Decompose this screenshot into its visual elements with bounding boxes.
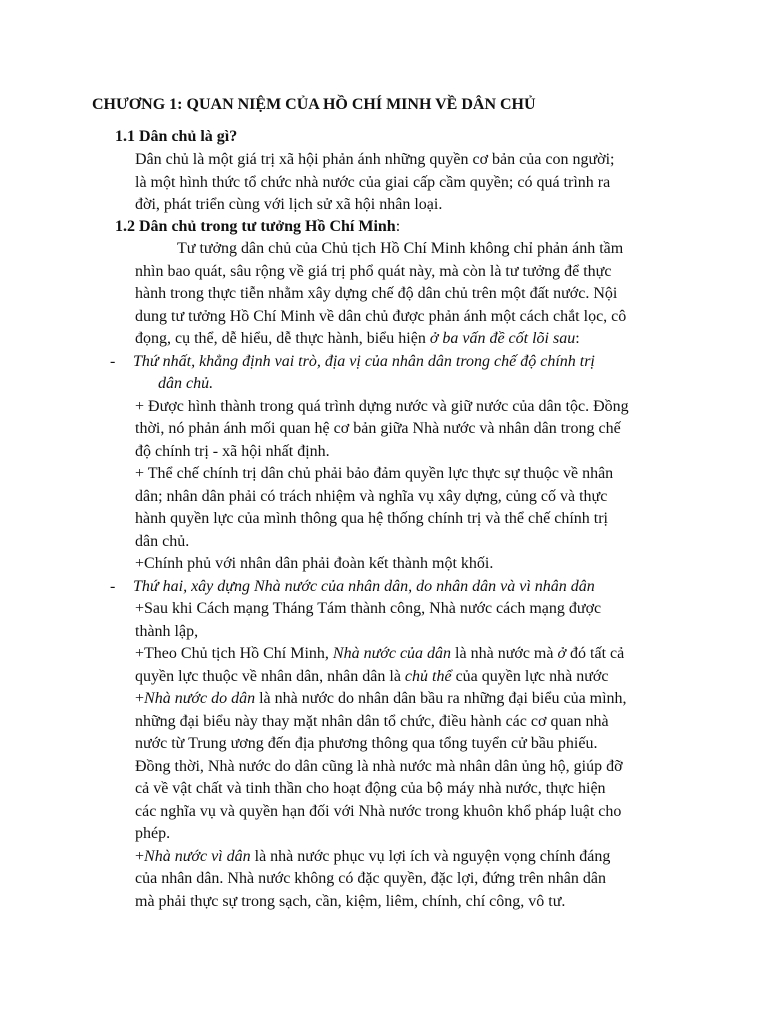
text-normal: của quyền lực nhà nước	[451, 667, 609, 685]
text-normal: là nhà nước do nhân dân bầu ra những đại biểu của mình,	[255, 690, 627, 707]
point-2	[110, 576, 695, 599]
text-line: các nghĩa vụ và quyền hạn đối với Nhà nước trong khuôn khổ pháp luật cho	[135, 802, 622, 820]
text-normal: +	[135, 847, 145, 865]
text-normal: :	[575, 330, 580, 347]
text-italic: Nhà nước do dân	[144, 690, 256, 707]
text-italic: Nhà nước vì dân	[144, 847, 251, 865]
dash-bullet: -	[110, 352, 116, 370]
text-normal: quyền lực thuộc về nhân dân, nhân dân là	[135, 667, 405, 685]
text-line	[135, 666, 695, 689]
text-line: mà phải thực sự trong sạch, cần, kiệm, liêm, chính, chí công, vô tư.	[135, 892, 566, 910]
text-line: hành quyền lực của mình thông qua hệ thống chính trị và thể chế chính trị	[135, 510, 608, 527]
text-line: cả về vật chất và tinh thần cho hoạt động của bộ máy nhà nước, thực hiện	[135, 780, 606, 797]
section-1-2-heading	[115, 216, 400, 239]
section-1-1-body	[135, 149, 695, 217]
text-line: độ chính trị - xã hội nhất định.	[135, 442, 330, 460]
text-line: nước từ Trung ương đến địa phương thông qua tổng tuyển cử bầu phiếu.	[135, 735, 598, 752]
point-1	[110, 351, 695, 374]
text-normal: +	[135, 690, 145, 707]
text-normal: đọng, cụ thể, dễ hiểu, dễ thực hành, biểu hiện	[135, 330, 430, 347]
text-line: nhìn bao quát, sâu rộng về giá trị phổ quát này, mà còn là tư tưởng để thực	[135, 262, 612, 280]
text-line: dân; nhân dân phải có trách nhiệm và nghĩa vụ xây dựng, củng cố và thực	[135, 487, 608, 505]
text-italic: Nhà nước của dân	[332, 645, 452, 662]
text-italic: ở ba vấn đề cốt lõi sau	[429, 330, 576, 347]
text-line: phép.	[135, 825, 171, 842]
dash-bullet: -	[110, 577, 116, 595]
chapter-title: CHƯƠNG 1: QUAN NIỆM CỦA HỒ CHÍ MINH VỀ DÂN CHỦ	[92, 96, 536, 113]
text-line	[135, 328, 695, 351]
text-italic: ở	[557, 645, 567, 662]
text-line: Đồng thời, Nhà nước do dân cũng là nhà nước mà nhân dân ủng hộ, giúp đỡ	[135, 757, 623, 775]
text-line: dung tư tưởng Hồ Chí Minh về dân chủ được phản ánh một cách chắt lọc, cô	[135, 307, 627, 325]
text-line: + Được hình thành trong quá trình dựng nước và giữ nước của dân tộc. Đồng	[135, 397, 629, 415]
text-line: + Thể chế chính trị dân chủ phải bảo đảm quyền lực thực sự thuộc về nhân	[135, 465, 614, 482]
text-italic: chủ thể	[404, 667, 452, 685]
text-line	[135, 373, 695, 396]
text-line: đời, phát triển cùng với lịch sử xã hội nhân loại.	[135, 196, 443, 213]
text-normal: +Theo Chủ tịch Hồ Chí Minh,	[135, 645, 333, 662]
text-line: những đại biểu này thay mặt nhân dân tổ chức, điều hành các cơ quan nhà	[135, 712, 609, 730]
text-normal: là nhà nước mà	[451, 645, 558, 662]
text-line: là một hình thức tổ chức nhà nước của giai cấp cầm quyền; có quá trình ra	[135, 173, 611, 191]
section-1-2-body	[110, 238, 695, 913]
text-line: +Sau khi Cách mạng Tháng Tám thành công, Nhà nước cách mạng được	[135, 600, 602, 617]
text-line: hành trong thực tiễn nhằm xây dựng chế độ dân chủ trên một đất nước. Nội	[135, 285, 618, 302]
text-line	[135, 643, 695, 666]
point-2-line: Thứ hai, xây dựng Nhà nước của nhân dân, do nhân dân và vì nhân dân	[133, 577, 595, 595]
text-line: Dân chủ là một giá trị xã hội phản ánh những quyền cơ bản của con người;	[135, 151, 615, 168]
section-1-1-heading: 1.1 Dân chủ là gì?	[115, 128, 238, 145]
text-line	[135, 688, 695, 711]
point-1-line: Thứ nhất, khẳng định vai trò, địa vị của nhân dân trong chế độ chính trị	[133, 352, 595, 370]
text-normal: đó tất cả	[566, 645, 625, 662]
heading-colon: :	[395, 218, 401, 235]
text-line: của nhân dân. Nhà nước không có đặc quyền, đặc lợi, đứng trên nhân dân	[135, 870, 607, 887]
text-line: thời, nó phản ánh mối quan hệ cơ bản giữa Nhà nước và nhân dân trong chế	[135, 420, 621, 437]
text-line: +Chính phủ với nhân dân phải đoàn kết thành một khối.	[135, 555, 494, 572]
text-line: thành lập,	[135, 622, 199, 640]
text-normal: là nhà nước phục vụ lợi ích và nguyện vọng chính đáng	[250, 847, 611, 865]
section-1-2-heading-text: 1.2 Dân chủ trong tư tưởng Hồ Chí Minh	[115, 218, 396, 235]
text-line	[135, 846, 695, 869]
text-line: dân chủ.	[135, 532, 190, 550]
text-line: Tư tưởng dân chủ của Chủ tịch Hồ Chí Minh không chỉ phản ánh tầm	[177, 240, 624, 257]
point-1-line: dân chủ.	[158, 375, 214, 392]
